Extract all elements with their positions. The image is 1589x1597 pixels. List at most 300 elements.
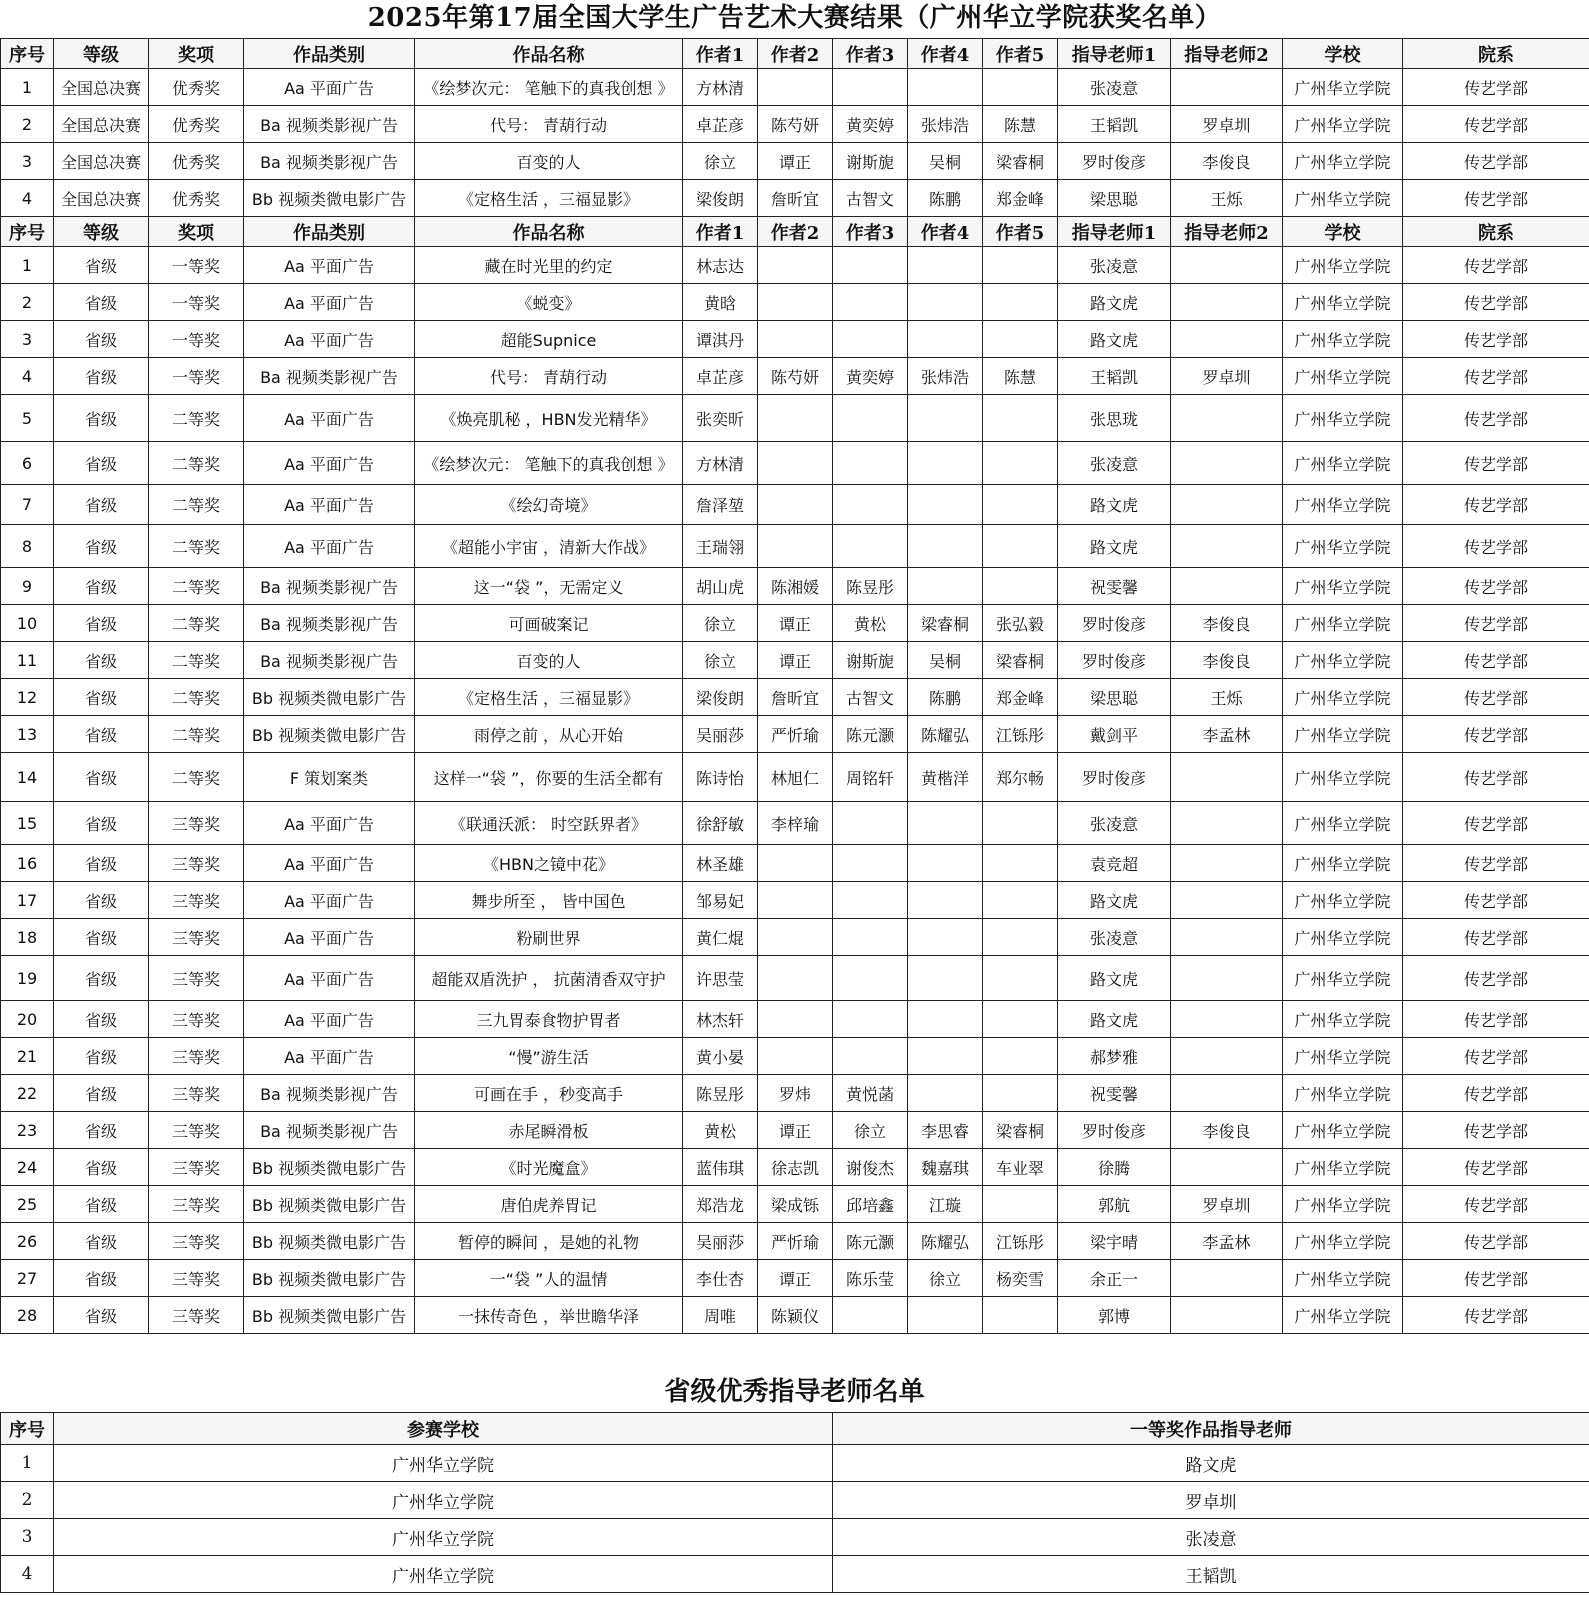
table-cell: 舞步所至 ， 皆中国色 (415, 882, 683, 919)
table-cell: 优秀奖 (149, 106, 244, 143)
table-cell: 27 (1, 1260, 54, 1297)
table-cell: 方林清 (683, 69, 758, 106)
column-header: 指导老师1 (1058, 39, 1171, 69)
column-header: 学校 (1283, 217, 1403, 247)
table-cell: Ba 视频类影视广告 (244, 1112, 415, 1149)
table-row (1, 1260, 1589, 1297)
table-cell (833, 882, 908, 919)
table-cell: 吴丽莎 (683, 716, 758, 753)
table-cell (908, 882, 983, 919)
table-cell: Aa 平面广告 (244, 442, 415, 485)
table-cell: 15 (1, 802, 54, 845)
table-cell: 6 (1, 442, 54, 485)
table-cell: 唐伯虎养胃记 (415, 1186, 683, 1223)
table-cell: 王烁 (1171, 180, 1283, 217)
table-cell: Ba 视频类影视广告 (244, 358, 415, 395)
table-cell: Aa 平面广告 (244, 845, 415, 882)
table-cell: Ba 视频类影视广告 (244, 106, 415, 143)
table-cell: 粉刷世界 (415, 919, 683, 956)
table-cell: 二等奖 (149, 642, 244, 679)
table-cell: 《HBN之镜中花》 (415, 845, 683, 882)
table-cell: 3 (1, 143, 54, 180)
table-cell (1171, 69, 1283, 106)
table-cell: 省级 (54, 802, 149, 845)
table-cell: 郑浩龙 (683, 1186, 758, 1223)
table-cell (1171, 919, 1283, 956)
table-cell: 黄奕婷 (833, 358, 908, 395)
table-cell: 车业翠 (983, 1149, 1058, 1186)
table-cell: 陈诗怡 (683, 753, 758, 802)
award-table (0, 38, 1589, 1334)
table-cell: 传艺学部 (1403, 321, 1589, 358)
table-cell: 传艺学部 (1403, 1075, 1589, 1112)
table-cell: 传艺学部 (1403, 919, 1589, 956)
table-cell: 广州华立学院 (1283, 1149, 1403, 1186)
column-header: 作者3 (833, 39, 908, 69)
column-header: 序号 (1, 1413, 54, 1445)
table-cell: 谭正 (758, 642, 833, 679)
table-row (1, 442, 1589, 485)
table-cell (758, 69, 833, 106)
table-cell: 传艺学部 (1403, 69, 1589, 106)
table-cell: 广州华立学院 (1283, 485, 1403, 525)
table-cell: 陈鹏 (908, 180, 983, 217)
table-cell: 郭博 (1058, 1297, 1171, 1334)
table-cell (983, 1186, 1058, 1223)
table-cell: 28 (1, 1297, 54, 1334)
column-header: 作品类别 (244, 39, 415, 69)
table-cell: 李俊良 (1171, 143, 1283, 180)
table-cell: 徐立 (833, 1112, 908, 1149)
column-header: 等级 (54, 217, 149, 247)
table-cell (908, 395, 983, 442)
table-row (1, 1149, 1589, 1186)
table-cell: Aa 平面广告 (244, 69, 415, 106)
table-cell: 林杰轩 (683, 1001, 758, 1038)
table-row (1, 882, 1589, 919)
table-cell: 张炜浩 (908, 358, 983, 395)
table-cell: 一等奖 (149, 321, 244, 358)
table-cell: Bb 视频类微电影广告 (244, 1223, 415, 1260)
table-cell: 三等奖 (149, 845, 244, 882)
table-cell: 徐腾 (1058, 1149, 1171, 1186)
table-cell: 陈慧 (983, 106, 1058, 143)
table-cell: 传艺学部 (1403, 247, 1589, 284)
table-cell: 李俊良 (1171, 605, 1283, 642)
column-header: 奖项 (149, 217, 244, 247)
table-cell: Ba 视频类影视广告 (244, 605, 415, 642)
column-header: 序号 (1, 217, 54, 247)
table-cell: 广州华立学院 (54, 1556, 833, 1593)
table-cell: 余正一 (1058, 1260, 1171, 1297)
table-cell: 广州华立学院 (1283, 442, 1403, 485)
table-cell: 路文虎 (1058, 284, 1171, 321)
table-cell (758, 485, 833, 525)
column-header: 学校 (1283, 39, 1403, 69)
table-cell: 优秀奖 (149, 180, 244, 217)
table-cell: 谢斯旎 (833, 642, 908, 679)
table-cell (1171, 568, 1283, 605)
table-cell: 广州华立学院 (1283, 69, 1403, 106)
table-cell: 三等奖 (149, 1149, 244, 1186)
table-cell: 李梓瑜 (758, 802, 833, 845)
table-cell: 罗时俊彦 (1058, 642, 1171, 679)
table-cell: 百变的人 (415, 642, 683, 679)
table-cell: 《绘梦次元： 笔触下的真我创想 》 (415, 442, 683, 485)
table-cell: 三等奖 (149, 1260, 244, 1297)
table-cell: 陈芍妍 (758, 106, 833, 143)
table-cell (1171, 284, 1283, 321)
table-cell: 广州华立学院 (1283, 919, 1403, 956)
table-cell: 省级 (54, 642, 149, 679)
table-cell (833, 525, 908, 568)
table-cell: 23 (1, 1112, 54, 1149)
table-cell: 广州华立学院 (1283, 1186, 1403, 1223)
table-cell: 省级 (54, 1075, 149, 1112)
table-cell: 路文虎 (1058, 956, 1171, 1001)
table-cell: 陈鹏 (908, 679, 983, 716)
table-cell: 广州华立学院 (1283, 605, 1403, 642)
table-cell (983, 284, 1058, 321)
table-cell: 传艺学部 (1403, 568, 1589, 605)
table-cell: 10 (1, 605, 54, 642)
table-cell: 古智文 (833, 679, 908, 716)
table-cell (833, 956, 908, 1001)
table-cell: 全国总决赛 (54, 69, 149, 106)
table-cell: 传艺学部 (1403, 679, 1589, 716)
table-cell: 梁成铄 (758, 1186, 833, 1223)
table-cell: 江铄彤 (983, 716, 1058, 753)
table-cell: 三等奖 (149, 802, 244, 845)
table-cell: 郑尔畅 (983, 753, 1058, 802)
table-cell: 《联通沃派： 时空跃界者》 (415, 802, 683, 845)
table-cell: 徐立 (683, 642, 758, 679)
table-cell: 这样一“袋 ”，你要的生活全都有 (415, 753, 683, 802)
table-cell: 张凌意 (1058, 69, 1171, 106)
table-cell: 传艺学部 (1403, 106, 1589, 143)
table-cell: 广州华立学院 (1283, 1112, 1403, 1149)
table-cell: 广州华立学院 (1283, 882, 1403, 919)
table-cell: 林旭仁 (758, 753, 833, 802)
table-cell: 郑金峰 (983, 679, 1058, 716)
table-cell: 传艺学部 (1403, 1223, 1589, 1260)
table-header-row (1, 1413, 1589, 1445)
table-cell: 省级 (54, 845, 149, 882)
table-cell: 二等奖 (149, 605, 244, 642)
table-cell: 广州华立学院 (1283, 247, 1403, 284)
table-cell (758, 247, 833, 284)
table-cell: 传艺学部 (1403, 395, 1589, 442)
column-header: 作者1 (683, 217, 758, 247)
table-cell (1171, 802, 1283, 845)
table-cell: 广州华立学院 (1283, 845, 1403, 882)
table-cell (983, 1075, 1058, 1112)
table-cell: 三等奖 (149, 956, 244, 1001)
table-cell: Ba 视频类影视广告 (244, 1075, 415, 1112)
table-cell (833, 284, 908, 321)
table-cell: 王韬凯 (1058, 106, 1171, 143)
table-cell (908, 919, 983, 956)
table-cell: 梁宇晴 (1058, 1223, 1171, 1260)
table-cell: 三等奖 (149, 1297, 244, 1334)
table-cell (983, 1001, 1058, 1038)
table-cell: Bb 视频类微电影广告 (244, 716, 415, 753)
table-cell: 广州华立学院 (1283, 802, 1403, 845)
table-cell: 雨停之前 ，从心开始 (415, 716, 683, 753)
table-cell: 方林清 (683, 442, 758, 485)
table-row (1, 956, 1589, 1001)
table-cell: 罗时俊彦 (1058, 143, 1171, 180)
table-cell: 传艺学部 (1403, 845, 1589, 882)
table-cell (908, 1075, 983, 1112)
table-cell: 二等奖 (149, 568, 244, 605)
table-cell: 超能双盾洗护 ， 抗菌清香双守护 (415, 956, 683, 1001)
table-cell: 徐立 (908, 1260, 983, 1297)
table-cell (758, 442, 833, 485)
table-cell (833, 919, 908, 956)
table-cell: 张凌意 (1058, 919, 1171, 956)
table-cell: 传艺学部 (1403, 1297, 1589, 1334)
table-cell (833, 1001, 908, 1038)
column-header: 作者2 (758, 217, 833, 247)
table-cell: 三等奖 (149, 1186, 244, 1223)
table-cell (908, 525, 983, 568)
table-cell (1171, 1038, 1283, 1075)
table-cell: 祝雯馨 (1058, 568, 1171, 605)
table-cell: 谭正 (758, 1112, 833, 1149)
table-cell: “慢”游生活 (415, 1038, 683, 1075)
table-cell (1171, 1260, 1283, 1297)
table-cell: 古智文 (833, 180, 908, 217)
table-cell: 魏嘉琪 (908, 1149, 983, 1186)
table-cell (908, 1297, 983, 1334)
table-cell: 一等奖 (149, 358, 244, 395)
table-cell: 张弘毅 (983, 605, 1058, 642)
table-cell: 张凌意 (1058, 442, 1171, 485)
table-cell: 吴丽莎 (683, 1223, 758, 1260)
column-header: 指导老师1 (1058, 217, 1171, 247)
table-cell: 19 (1, 956, 54, 1001)
table-cell (908, 845, 983, 882)
table-cell: 郝梦雅 (1058, 1038, 1171, 1075)
table-cell: 三等奖 (149, 882, 244, 919)
table-row (1, 485, 1589, 525)
table-cell (758, 321, 833, 358)
column-header: 作品名称 (415, 217, 683, 247)
table-cell: 17 (1, 882, 54, 919)
table-cell: 《定格生活 ，三福显影》 (415, 180, 683, 217)
table-cell (758, 284, 833, 321)
table-row (1, 1556, 1589, 1593)
table-cell: 郭航 (1058, 1186, 1171, 1223)
table-cell: 严忻瑜 (758, 716, 833, 753)
table-cell: 周铭轩 (833, 753, 908, 802)
table-row (1, 919, 1589, 956)
table-cell: Bb 视频类微电影广告 (244, 1260, 415, 1297)
table-cell: 郑金峰 (983, 180, 1058, 217)
table-cell: 陈昱彤 (833, 568, 908, 605)
table-cell: 李孟林 (1171, 1223, 1283, 1260)
table-header-row (1, 217, 1589, 247)
table-cell: 谭淇丹 (683, 321, 758, 358)
table-cell (983, 321, 1058, 358)
table-cell: 吴桐 (908, 143, 983, 180)
table-cell: 20 (1, 1001, 54, 1038)
table-cell: Aa 平面广告 (244, 1038, 415, 1075)
table-cell: 三九胃泰食物护胃者 (415, 1001, 683, 1038)
column-header: 作者1 (683, 39, 758, 69)
table-cell: 暂停的瞬间 ，是她的礼物 (415, 1223, 683, 1260)
table-cell (833, 321, 908, 358)
table-cell: Aa 平面广告 (244, 284, 415, 321)
table-cell (908, 956, 983, 1001)
column-header: 作者4 (908, 39, 983, 69)
table-cell: 代号： 青葫行动 (415, 106, 683, 143)
table-cell: 谭正 (758, 143, 833, 180)
table-cell: 黄奕婷 (833, 106, 908, 143)
table-cell: 4 (1, 180, 54, 217)
table-cell: 梁思聪 (1058, 679, 1171, 716)
table-cell (833, 845, 908, 882)
table-row (1, 845, 1589, 882)
table-cell: 王韬凯 (1058, 358, 1171, 395)
table-cell (983, 247, 1058, 284)
table-cell: Ba 视频类影视广告 (244, 143, 415, 180)
table-row (1, 1038, 1589, 1075)
table-cell (983, 69, 1058, 106)
table-cell (833, 442, 908, 485)
table-cell: 传艺学部 (1403, 716, 1589, 753)
table-cell: 广州华立学院 (1283, 679, 1403, 716)
table-cell (1171, 1001, 1283, 1038)
table-cell: 李孟林 (1171, 716, 1283, 753)
table-cell: 陈芍妍 (758, 358, 833, 395)
table-cell: 优秀奖 (149, 143, 244, 180)
table-row (1, 395, 1589, 442)
column-header: 一等奖作品指导老师 (833, 1413, 1589, 1445)
table-cell: 路文虎 (1058, 1001, 1171, 1038)
table-cell: 3 (1, 1519, 54, 1556)
table-row (1, 679, 1589, 716)
column-header: 等级 (54, 39, 149, 69)
column-header: 作品类别 (244, 217, 415, 247)
table-cell: 广州华立学院 (54, 1482, 833, 1519)
table-cell: Ba 视频类影视广告 (244, 568, 415, 605)
table-cell: 广州华立学院 (1283, 568, 1403, 605)
table-cell: 省级 (54, 1297, 149, 1334)
table-cell: 三等奖 (149, 1223, 244, 1260)
table-cell: 省级 (54, 485, 149, 525)
table-cell (983, 882, 1058, 919)
table-cell: 路文虎 (1058, 882, 1171, 919)
table-row (1, 525, 1589, 568)
table-cell: 一等奖 (149, 247, 244, 284)
table-cell: 徐立 (683, 605, 758, 642)
table-cell: 黄松 (683, 1112, 758, 1149)
table-cell: 省级 (54, 919, 149, 956)
table-cell (1171, 1075, 1283, 1112)
table-cell: 2 (1, 106, 54, 143)
table-cell: 陈慧 (983, 358, 1058, 395)
table-cell: 广州华立学院 (1283, 180, 1403, 217)
table-cell: 省级 (54, 1260, 149, 1297)
table-row (1, 1445, 1589, 1482)
column-header: 作者2 (758, 39, 833, 69)
table-cell: Aa 平面广告 (244, 395, 415, 442)
table-cell: 许思莹 (683, 956, 758, 1001)
table-cell: 省级 (54, 1186, 149, 1223)
table-cell: 广州华立学院 (54, 1519, 833, 1556)
table-cell: 8 (1, 525, 54, 568)
page-title: 2025年第17届全国大学生广告艺术大赛结果（广州华立学院获奖名单） (367, 3, 1222, 33)
table-cell (758, 1038, 833, 1075)
table-cell (1171, 525, 1283, 568)
table-cell: 广州华立学院 (1283, 1075, 1403, 1112)
table-cell (1171, 395, 1283, 442)
table-cell: 王烁 (1171, 679, 1283, 716)
table-row (1, 69, 1589, 106)
table-cell: 江铄彤 (983, 1223, 1058, 1260)
table-cell: 广州华立学院 (1283, 143, 1403, 180)
column-header: 院系 (1403, 39, 1589, 69)
table-cell: 谭正 (758, 1260, 833, 1297)
table-cell (983, 1038, 1058, 1075)
table-cell: 传艺学部 (1403, 956, 1589, 1001)
table-cell: 广州华立学院 (1283, 1260, 1403, 1297)
table-row (1, 642, 1589, 679)
table-cell: 26 (1, 1223, 54, 1260)
table-cell (833, 1038, 908, 1075)
table-cell: 广州华立学院 (1283, 106, 1403, 143)
table-cell: 《绘梦次元： 笔触下的真我创想 》 (415, 69, 683, 106)
table-cell: 传艺学部 (1403, 642, 1589, 679)
table-cell (908, 69, 983, 106)
table-cell: 梁俊朗 (683, 180, 758, 217)
table-cell (758, 882, 833, 919)
table-cell: 广州华立学院 (1283, 321, 1403, 358)
table-row (1, 1112, 1589, 1149)
table-cell: 三等奖 (149, 919, 244, 956)
table-cell (908, 284, 983, 321)
table-cell: 传艺学部 (1403, 284, 1589, 321)
table-cell: 一抹传奇色 ，举世瞻华泽 (415, 1297, 683, 1334)
table-cell: 林圣雄 (683, 845, 758, 882)
table-cell: Aa 平面广告 (244, 802, 415, 845)
table-cell (908, 321, 983, 358)
table-cell: 罗卓圳 (1171, 106, 1283, 143)
table-cell: Bb 视频类微电影广告 (244, 1149, 415, 1186)
table-cell (908, 442, 983, 485)
table-cell: 《绘幻奇境》 (415, 485, 683, 525)
column-header: 参赛学校 (54, 1413, 833, 1445)
table-cell: 王韬凯 (833, 1556, 1589, 1593)
table-cell: 谢俊杰 (833, 1149, 908, 1186)
table-header-row (1, 39, 1589, 69)
table-cell (908, 1001, 983, 1038)
table-cell: 谢斯旎 (833, 143, 908, 180)
table-cell (983, 802, 1058, 845)
table-cell: 黄小晏 (683, 1038, 758, 1075)
table-cell (758, 919, 833, 956)
table-cell: 二等奖 (149, 716, 244, 753)
table-cell (1171, 321, 1283, 358)
table-row (1, 143, 1589, 180)
table-row (1, 1519, 1589, 1556)
table-cell (983, 568, 1058, 605)
table-cell: 传艺学部 (1403, 143, 1589, 180)
table-cell (1171, 485, 1283, 525)
table-cell: 詹昕宜 (758, 180, 833, 217)
